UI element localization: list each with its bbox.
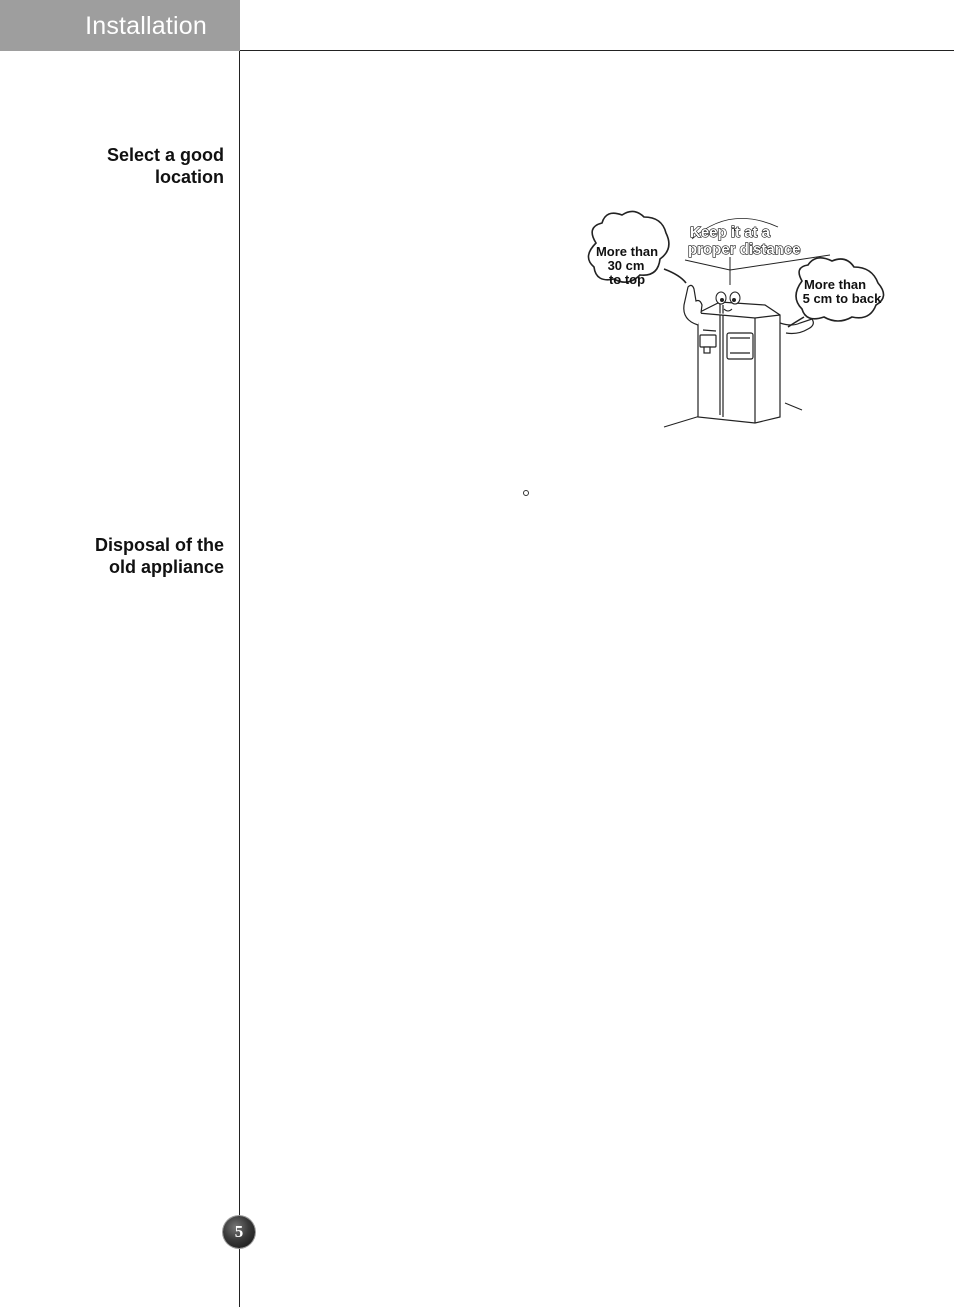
section-heading-location xyxy=(107,144,224,188)
callout-back-clearance xyxy=(788,258,884,327)
section-heading-line: Disposal of the xyxy=(94,535,224,555)
refrigerator-placement-illustration xyxy=(580,205,890,435)
refrigerator-icon xyxy=(698,302,780,423)
banner-keep-distance xyxy=(688,218,801,258)
callout-top-clearance xyxy=(588,211,686,287)
section-heading-line: old appliance xyxy=(108,557,224,577)
section-heading-line: Select a good xyxy=(106,145,224,165)
callout-back-line: 5 cm to back xyxy=(802,291,882,306)
margin-rule xyxy=(239,51,240,1307)
page-number: 5 xyxy=(234,1222,244,1241)
header-rule xyxy=(240,50,954,51)
page-number-badge xyxy=(223,1216,255,1248)
callout-back-line: More than xyxy=(803,277,867,292)
section-heading-line: location xyxy=(154,167,224,187)
banner-line: Keep it at a xyxy=(690,224,771,241)
banner-line: proper distance xyxy=(688,241,801,258)
section-heading-disposal xyxy=(95,534,224,578)
bullet-mark xyxy=(523,490,529,496)
callout-top-line: More than xyxy=(595,244,659,259)
page-title: Installation xyxy=(85,12,207,40)
header-tab xyxy=(0,0,240,51)
callout-top-line: to top xyxy=(608,272,646,287)
callout-top-line: 30 cm xyxy=(607,258,645,273)
